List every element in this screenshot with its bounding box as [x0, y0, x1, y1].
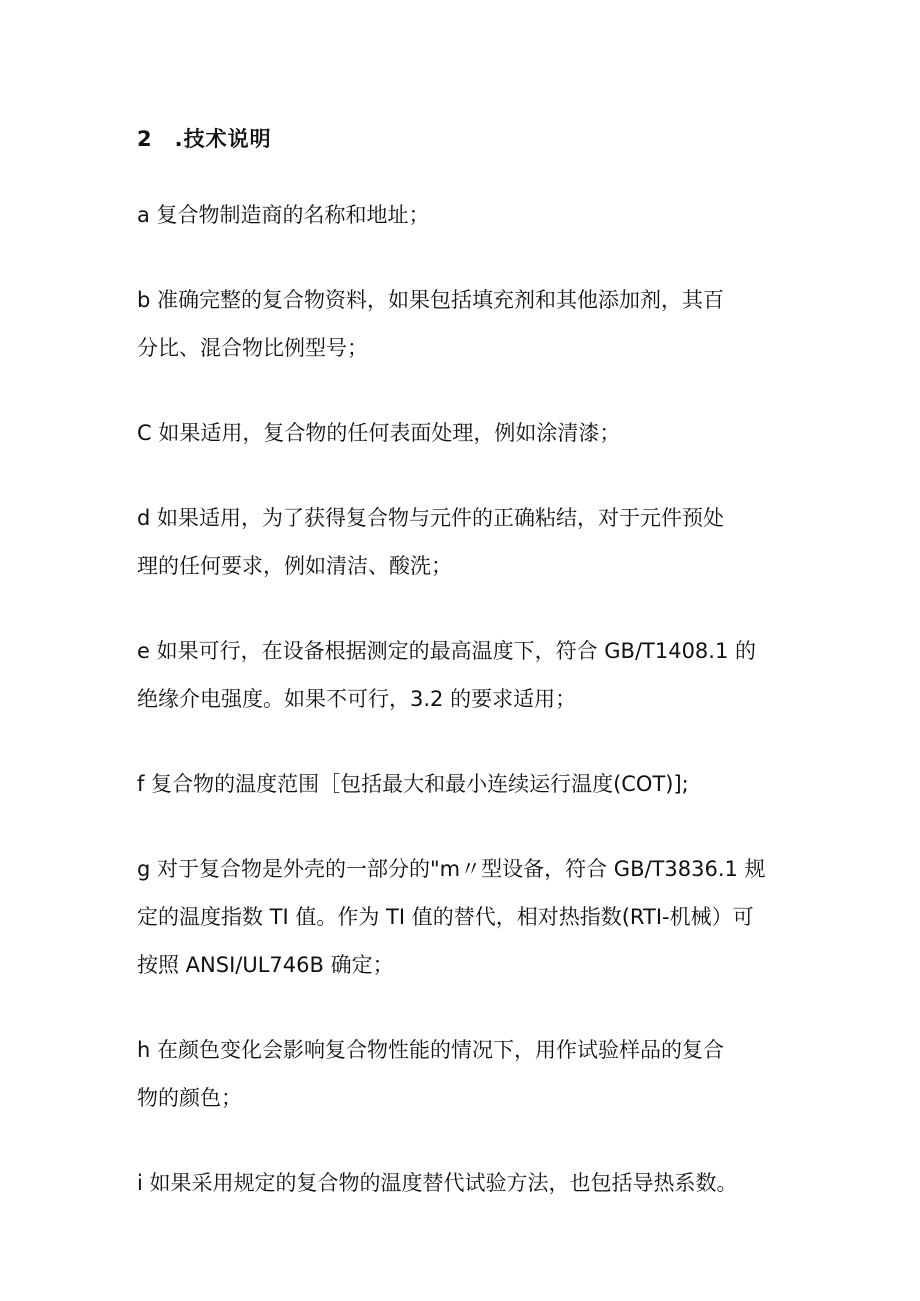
item-line: 物的颜色；: [137, 1086, 242, 1110]
list-item: [137, 494, 817, 590]
item-line: i 如果采用规定的复合物的温度替代试验方法，也包括导热系数。: [137, 1171, 738, 1195]
section-heading: 2 .技术说明: [137, 127, 272, 151]
list-item: [137, 1026, 817, 1122]
item-line: C 如果适用，复合物的任何表面处理，例如涂清漆；: [137, 421, 621, 445]
item-line: d 如果适用，为了获得复合物与元件的正确粘结，对于元件预处: [137, 506, 725, 530]
list-item: [137, 627, 817, 723]
item-line: 定的温度指数 TI 值。作为 TI 值的替代，相对热指数(RTI-机械）可: [137, 905, 754, 929]
item-line: 分比、混合物比例型号；: [137, 336, 368, 360]
item-line: 按照 ANSI/UL746B 确定；: [137, 953, 394, 977]
list-item: [137, 1159, 817, 1207]
item-line: e 如果可行，在设备根据测定的最高温度下，符合 GB/T1408.1 的: [137, 639, 757, 663]
item-line: g 对于复合物是外壳的一部分的"m〃型设备，符合 GB/T3836.1 规: [137, 857, 766, 881]
item-line: f 复合物的温度范围［包括最大和最小连续运行温度(COT)];: [137, 772, 689, 796]
item-line: 理的任何要求，例如清洁、酸洗；: [137, 554, 452, 578]
item-line: a 复合物制造商的名称和地址；: [137, 203, 430, 227]
list-item: [137, 409, 817, 457]
requirements-list: [137, 191, 817, 1244]
item-line: h 在颜色变化会影响复合物性能的情况下，用作试验样品的复合: [137, 1038, 724, 1062]
item-line: 绝缘介电强度。如果不可行，3.2 的要求适用；: [137, 687, 577, 711]
list-item: [137, 845, 817, 989]
list-item: [137, 276, 817, 372]
item-line: b 准确完整的复合物资料，如果包括填充剂和其他添加剂，其百: [137, 288, 725, 312]
list-item: [137, 191, 817, 239]
list-item: [137, 760, 817, 808]
